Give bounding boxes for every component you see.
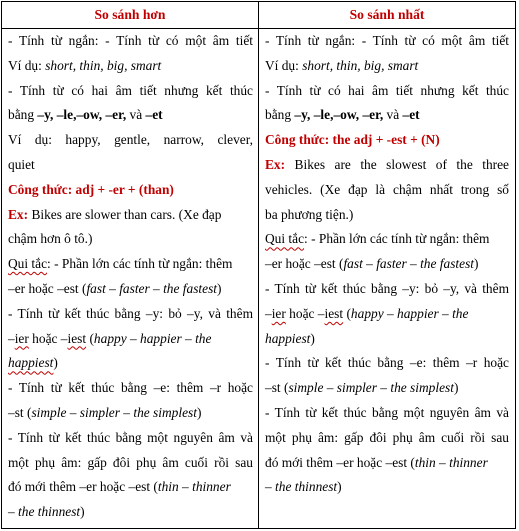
two-syllable-line: - Tính từ có hai âm tiết nhưng kết thúc [8,82,253,98]
example-words-line: Ví dụ: happy, gentle, narrow, clever, [8,132,253,148]
short-adj-line: - Tính từ ngắn: - Tính từ có một âm tiết [8,33,253,48]
y-rule-example-2: happiest) [8,355,58,371]
example-translation-2: ba phương tiện.) [265,206,354,222]
y-rule-line: - Tính từ kết thúc bằng –y: bỏ –y, và thêm [265,280,509,296]
header-superlative: So sánh nhất [349,7,425,22]
consonant-rule-line-2: một phụ âm: gấp đôi phụ âm cuối rồi sau [265,429,509,445]
consonant-rule-line: - Tính từ kết thúc bằng một nguyên âm và [265,404,509,420]
e-rule-line: - Tính từ kết thúc bằng –e: thêm –r hoặc [8,380,253,396]
two-syllable-line: - Tính từ có hai âm tiết nhưng kết thúc [265,82,509,98]
formula-line: Công thức: adj + -er + (than) [8,181,174,197]
consonant-rule-example: đó mới thêm –er hoặc –est (thin – thinner [265,454,488,470]
column-divider [258,2,259,528]
example-line: Ví dụ: short, thin, big, smart [265,57,419,73]
header-comparative: So sánh hơn [94,7,166,22]
example-sentence: Ex: Bikes are slower than cars. (Xe đạp [8,206,222,222]
example-line: Ví dụ: short, thin, big, smart [8,57,162,73]
comparative-column [8,29,253,525]
y-rule-example: –ier hoặc –iest (happy – happier – the [265,305,469,321]
superlative-column [265,29,509,500]
example-translation: vehicles. (Xe đạp là chậm nhất trong số [265,181,509,197]
rule-example-line: –er hoặc –est (fast – faster – the fastest) [8,280,222,296]
example-words-line-2: quiet [8,156,35,172]
example-sentence: Ex: Bikes are the slowest of the three [265,156,509,172]
consonant-rule-line: - Tính từ kết thúc bằng một nguyên âm và [8,429,253,445]
short-adj-line: - Tính từ ngắn: - Tính từ có một âm tiết [265,33,509,48]
y-rule-line: - Tính từ kết thúc bằng –y: bỏ –y, và thêm [8,305,253,321]
rule-line: Qui tắc: - Phần lớn các tính từ ngắn: thêm [8,256,233,272]
rule-example-line: –er hoặc –est (fast – faster – the fastest) [265,256,479,272]
consonant-rule-example: đó mới thêm –er hoặc –est (thin – thinner [8,479,231,495]
y-rule-example-2: happiest) [265,330,315,346]
endings-line: bằng –y, –le,–ow, –er, và –et [265,107,420,123]
endings-line: bằng –y, –le,–ow, –er, và –et [8,107,163,123]
consonant-rule-line-2: một phụ âm: gấp đôi phụ âm cuối rồi sau [8,454,253,470]
rule-line: Qui tắc: - Phần lớn các tính từ ngắn: thêm [265,231,490,247]
e-rule-example: –st (simple – simpler – the simplest) [8,404,202,420]
comparison-table [1,1,516,529]
example-translation: chậm hơn ô tô.) [8,231,93,247]
e-rule-example: –st (simple – simpler – the simplest) [265,380,459,396]
e-rule-line: - Tính từ kết thúc bằng –e: thêm –r hoặc [265,355,509,371]
consonant-rule-example-2: – the thinnest) [265,479,342,495]
y-rule-example: –ier hoặc –iest (happy – happier – the [8,330,212,346]
consonant-rule-example-2: – the thinnest) [8,504,85,520]
formula-line: Công thức: the adj + -est + (N) [265,132,440,148]
